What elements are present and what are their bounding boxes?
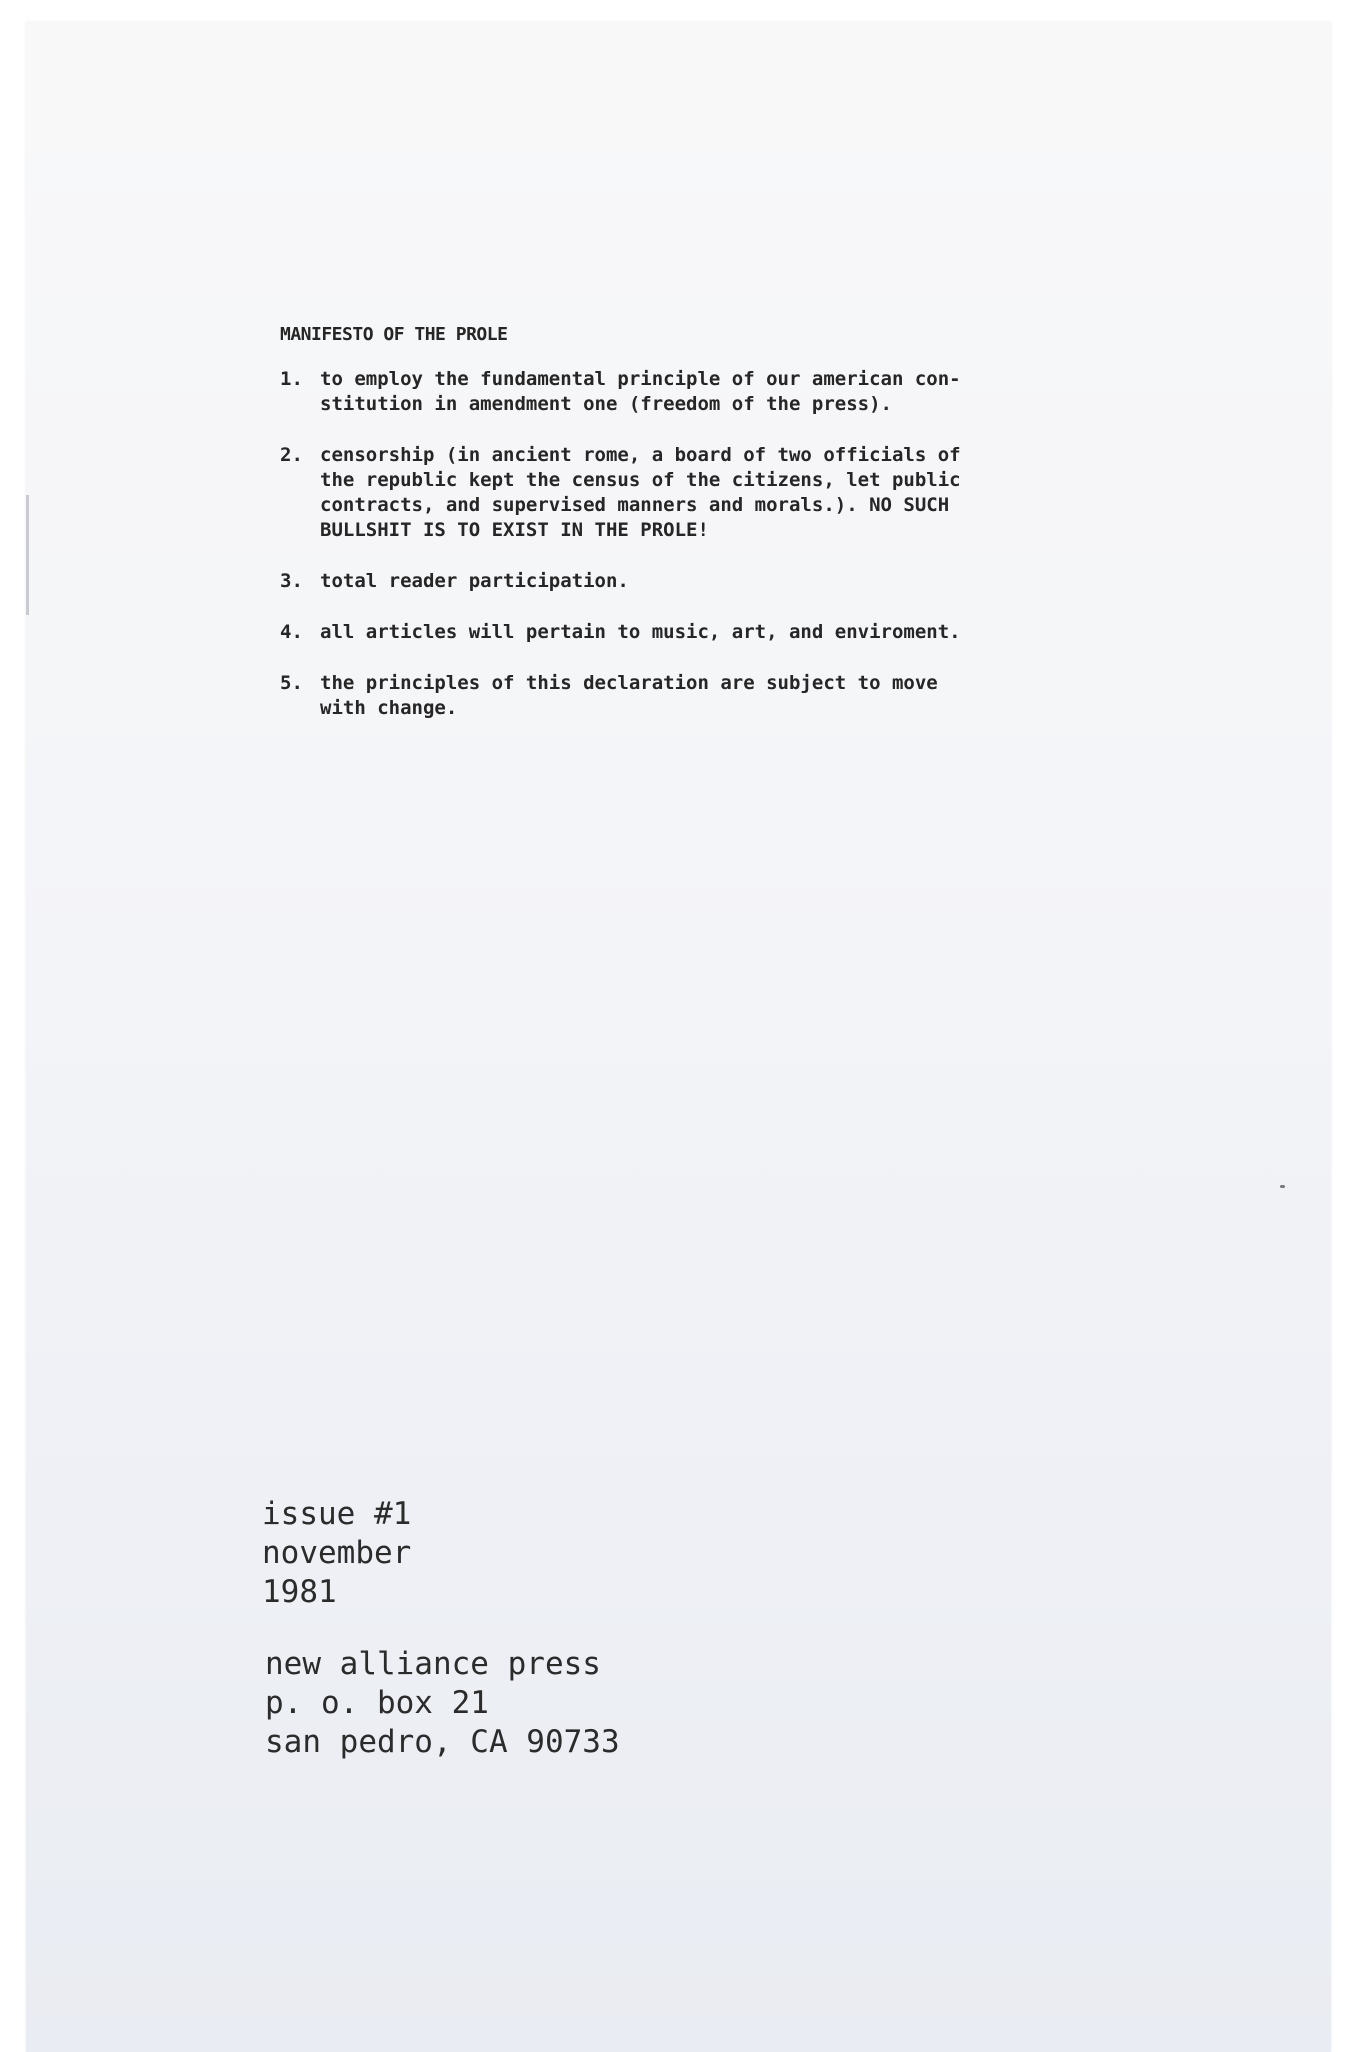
binding-shadow [26,495,29,615]
manifesto-item [280,671,1080,721]
item-number: 4. [280,621,303,643]
po-box: p. o. box 21 [265,1685,489,1721]
manifesto-item [280,620,1080,645]
item-text: to employ the fundamental principle of our american con- stitution in amendment one (freedom of the press). [320,368,961,415]
item-number: 5. [280,672,303,694]
issue-info [262,1495,411,1612]
item-number: 2. [280,444,303,466]
publisher-name: new alliance press [265,1646,601,1682]
publisher-address [265,1645,620,1762]
city-line: san pedro, CA 90733 [265,1724,620,1760]
manifesto-item [280,367,1080,417]
item-text: all articles will pertain to music, art, and enviroment. [320,621,961,643]
manifesto-item [280,569,1080,594]
issue-number: issue #1 [262,1496,412,1532]
issue-year: 1981 [262,1574,337,1610]
item-number: 1. [280,368,303,390]
item-text: total reader participation. [320,570,629,592]
item-number: 3. [280,570,303,592]
manifesto-item [280,443,1080,543]
item-text: the principles of this declaration are subject to move with change. [320,672,938,719]
manifesto-title: MANIFESTO OF THE PROLE [280,324,508,345]
manifesto-section [280,322,1080,747]
manifesto-list [280,367,1080,721]
item-text: censorship (in ancient rome, a board of two officials of the republic kept the census of the citizens, let public contracts, and supervised manners and morals.). NO SUCH BULLSHIT IS TO EXIST IN THE PROLE! [320,444,961,541]
paper-speck [1280,1185,1285,1188]
issue-month: november [262,1535,412,1571]
